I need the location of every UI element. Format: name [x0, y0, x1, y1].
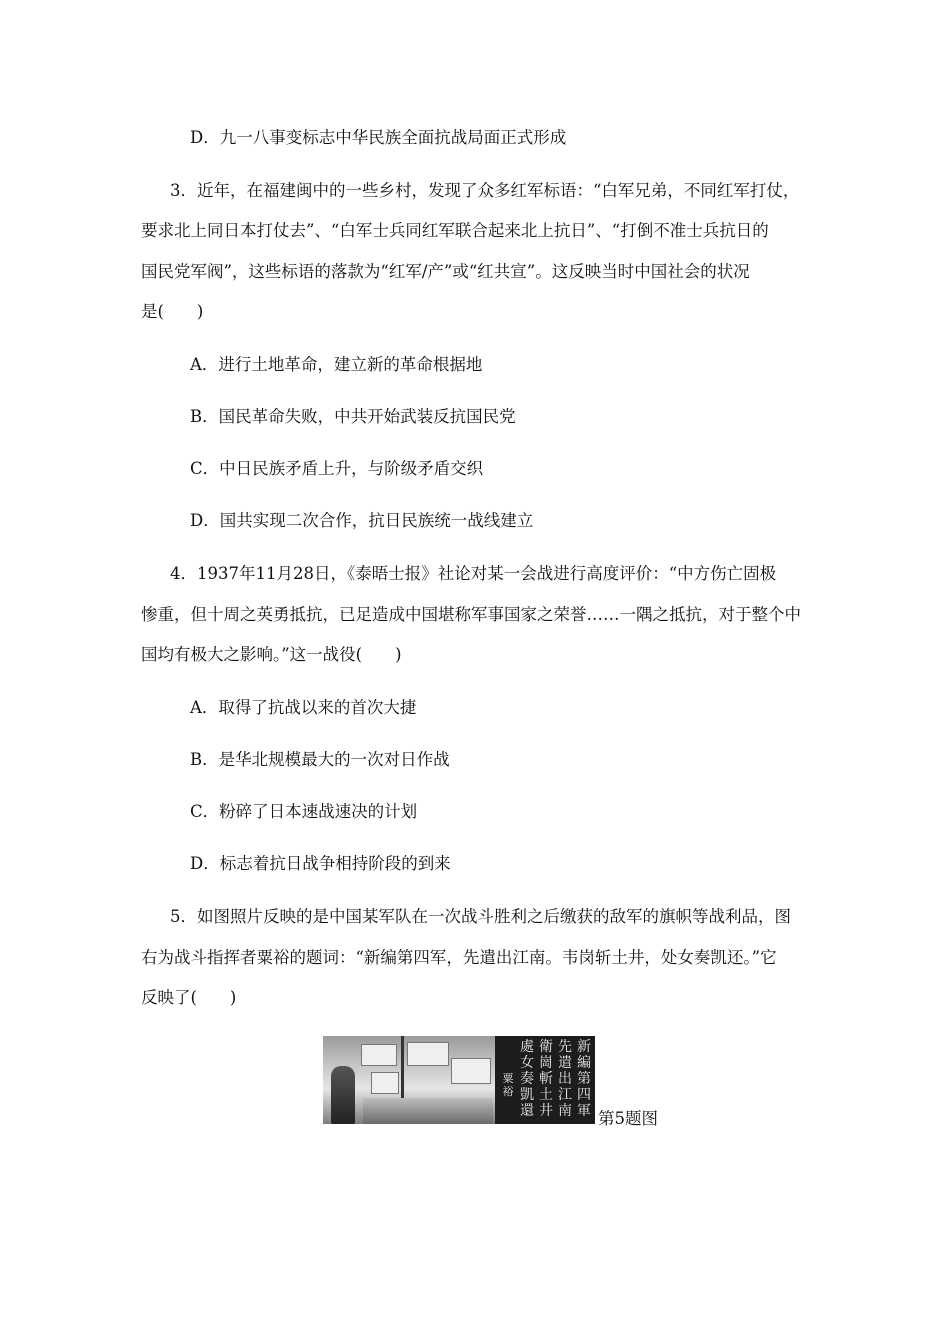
- q4-stem-line3: 国均有极大之影响。”这一战役( ): [141, 645, 402, 664]
- q3-stem-line1: 3．近年，在福建闽中的一些乡村，发现了众多红军标语：“白军兄弟，不同红军打仗，: [170, 181, 800, 200]
- q5-stem-line1: 5．如图照片反映的是中国某军队在一次战斗胜利之后缴获的敌军的旗帜等战利品，图: [170, 907, 791, 926]
- q3-stem-line2: 要求北上同日本打仗去”、“白军士兵同红军联合起来北上抗日”、“打倒不准士兵抗日的: [141, 221, 769, 240]
- q5-figure-photo: [323, 1036, 595, 1124]
- calligraphy-col-4: 處女奏凱還: [520, 1039, 534, 1119]
- q5-stem-line2: 右为战斗指挥者粟裕的题词：“新编第四军，先遣出江南。韦岗斩土井，处女奏凯还。”它: [141, 948, 777, 967]
- q3-option-c: C．中日民族矛盾上升，与阶级矛盾交织: [190, 459, 484, 478]
- q3-option-a: A．进行土地革命，建立新的革命根据地: [190, 355, 483, 374]
- q5-stem-line3: 反映了( ): [141, 988, 237, 1007]
- q4-option-d: D．标志着抗日战争相持阶段的到来: [190, 854, 451, 873]
- q3-option-d: D．国共实现二次合作，抗日民族统一战线建立: [190, 511, 534, 530]
- trophy-photo: [323, 1036, 495, 1124]
- q3-stem-line3: 国民党军阀”，这些标语的落款为“红军/产”或“红共宣”。这反映当时中国社会的状况: [141, 262, 750, 281]
- calligraphy-col-1: 新編第四軍: [577, 1039, 591, 1119]
- calligraphy-col-3: 衛崗斬土井: [539, 1039, 553, 1119]
- q4-option-b: B．是华北规模最大的一次对日作战: [190, 750, 450, 769]
- q3-option-b: B．国民革命失败，中共开始武装反抗国民党: [190, 407, 516, 426]
- q2-option-d: D．九一八事变标志中华民族全面抗战局面正式形成: [190, 128, 567, 147]
- calligraphy-col-2: 先遣出江南: [558, 1039, 572, 1119]
- q4-option-c: C．粉碎了日本速战速决的计划: [190, 802, 418, 821]
- calligraphy-signature: 粟裕: [502, 1072, 514, 1098]
- q3-stem-line4: 是( ): [141, 302, 204, 321]
- q4-option-a: A．取得了抗战以来的首次大捷: [190, 698, 417, 717]
- q4-stem-line1: 4．1937年11月28日，《泰晤士报》社论对某一会战进行高度评价：“中方伤亡固极: [170, 564, 777, 583]
- figure-caption: 第5题图: [598, 1109, 658, 1128]
- q4-stem-line2: 惨重，但十周之英勇抵抗，已足造成中国堪称军事国家之荣誉……一隅之抵抗，对于整个中: [141, 605, 801, 624]
- calligraphy-inscription: [495, 1036, 595, 1124]
